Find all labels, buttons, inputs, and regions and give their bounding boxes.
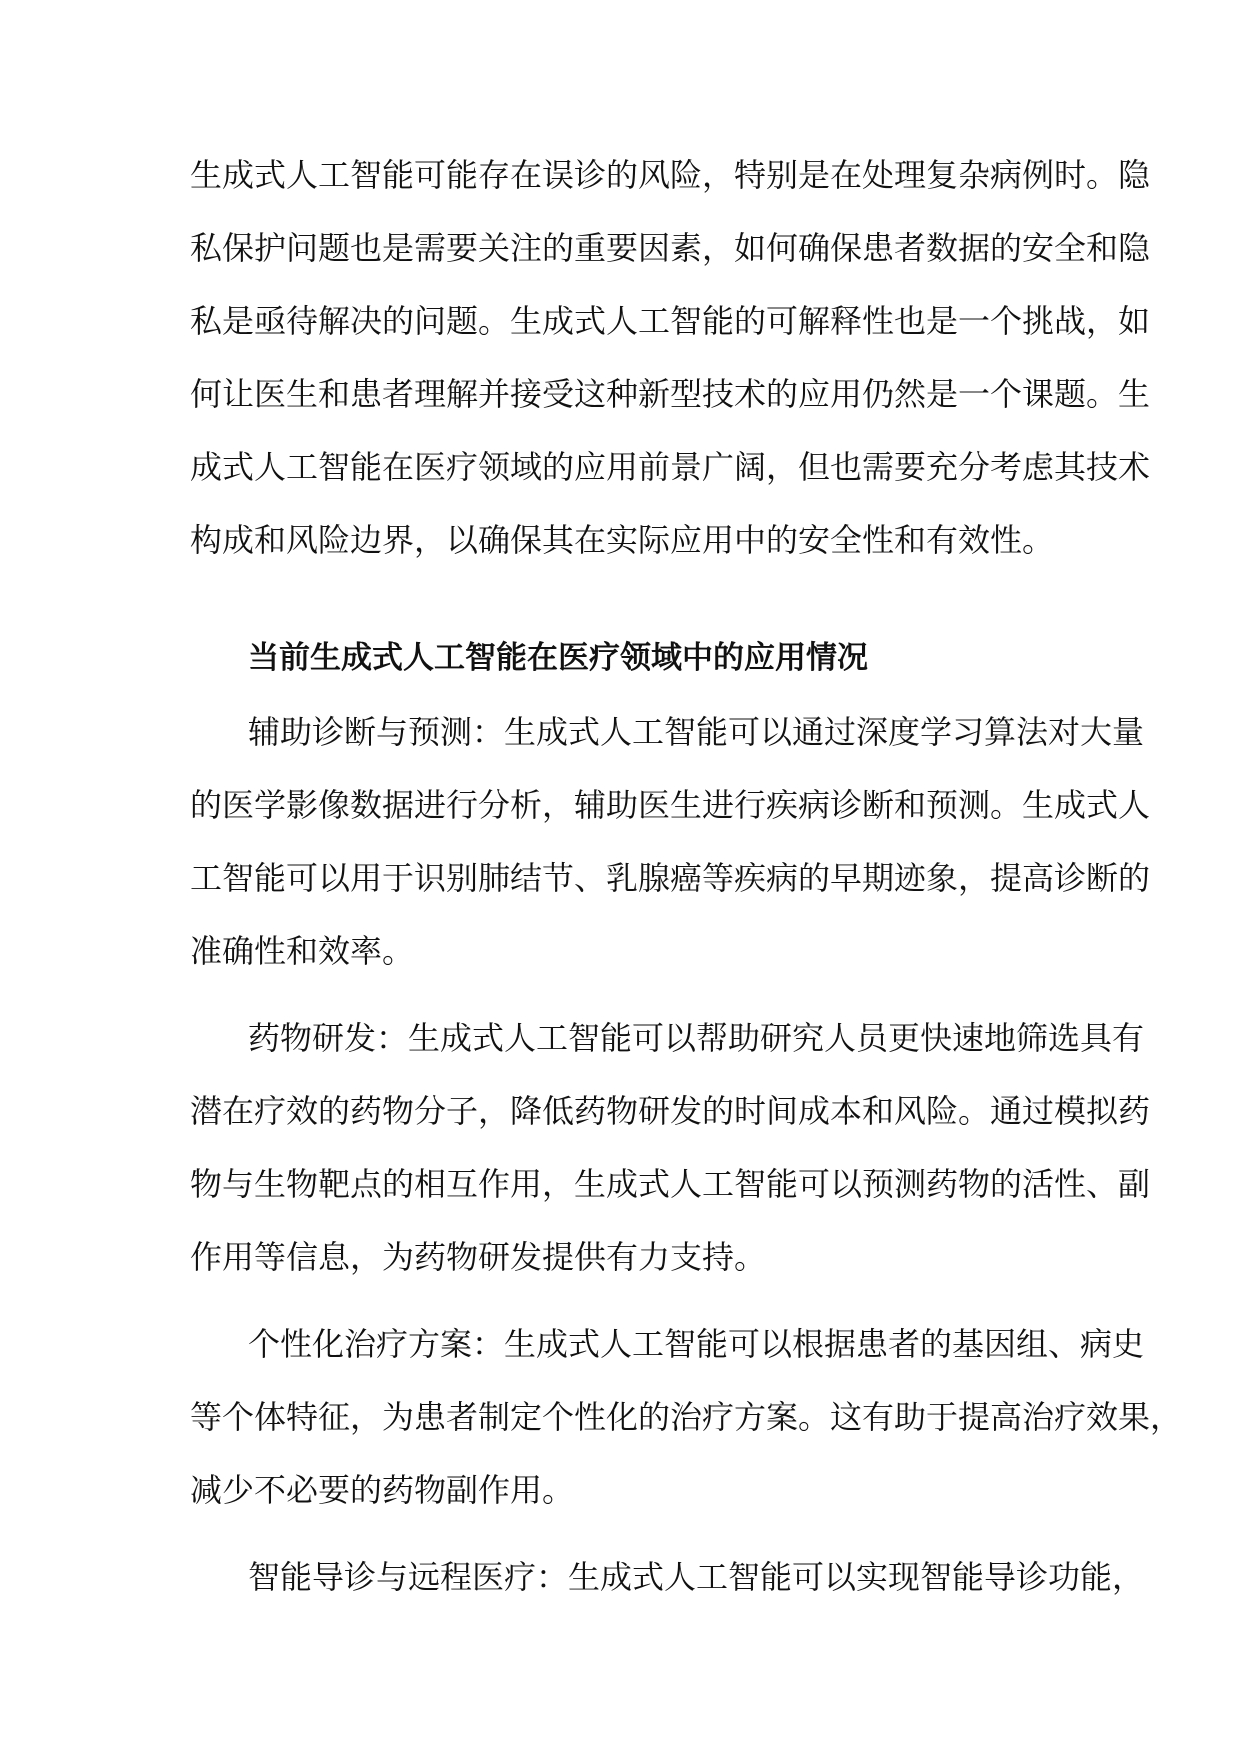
paragraph-2-line-1: 辅助诊断与预测：生成式人工智能可以通过深度学习算法对大量 (248, 713, 1145, 751)
paragraph-1-line-2: 私保护问题也是需要关注的重要因素，如何确保患者数据的安全和隐 (190, 229, 1151, 267)
paragraph-3-line-4: 作用等信息，为药物研发提供有力支持。 (190, 1238, 767, 1276)
paragraph-2-line-3: 工智能可以用于识别肺结节、乳腺癌等疾病的早期迹象，提高诊断的 (190, 859, 1151, 897)
paragraph-2-line-2: 的医学影像数据进行分析，辅助医生进行疾病诊断和预测。生成式人 (190, 786, 1151, 824)
paragraph-1-line-1: 生成式人工智能可能存在误诊的风险，特别是在处理复杂病例时。隐 (190, 156, 1151, 194)
paragraph-4-line-3: 减少不必要的药物副作用。 (190, 1471, 575, 1509)
paragraph-4-line-2: 等个体特征，为患者制定个性化的治疗方案。这有助于提高治疗效果， (190, 1398, 1183, 1436)
paragraph-3-line-3: 物与生物靶点的相互作用，生成式人工智能可以预测药物的活性、副 (190, 1165, 1151, 1203)
paragraph-1-line-5: 成式人工智能在医疗领域的应用前景广阔，但也需要充分考虑其技术 (190, 448, 1151, 486)
paragraph-2-line-4: 准确性和效率。 (190, 932, 415, 970)
paragraph-1-line-3: 私是亟待解决的问题。生成式人工智能的可解释性也是一个挑战，如 (190, 302, 1151, 340)
paragraph-3-line-2: 潜在疗效的药物分子，降低药物研发的时间成本和风险。通过模拟药 (190, 1092, 1151, 1130)
section-heading: 当前生成式人工智能在医疗领域中的应用情况 (248, 640, 868, 676)
paragraph-4-line-1: 个性化治疗方案：生成式人工智能可以根据患者的基因组、病史 (248, 1325, 1145, 1363)
paragraph-1-line-6: 构成和风险边界，以确保其在实际应用中的安全性和有效性。 (190, 521, 1055, 559)
paragraph-1-line-4: 何让医生和患者理解并接受这种新型技术的应用仍然是一个课题。生 (190, 375, 1151, 413)
paragraph-3-line-1: 药物研发：生成式人工智能可以帮助研究人员更快速地筛选具有 (248, 1019, 1145, 1057)
paragraph-5-line-1: 智能导诊与远程医疗：生成式人工智能可以实现智能导诊功能， (248, 1558, 1145, 1596)
